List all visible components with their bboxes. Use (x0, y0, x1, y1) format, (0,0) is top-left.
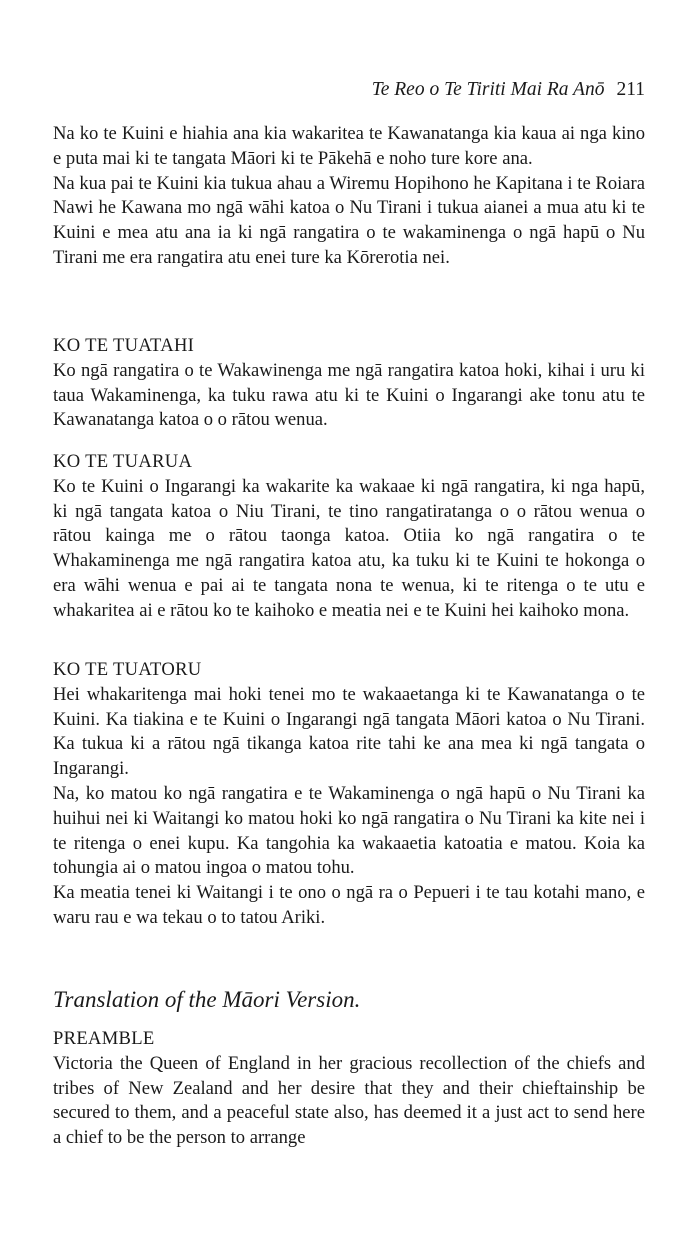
article-2-section (53, 450, 645, 624)
intro-paragraph-2: Na kua pai te Kuini kia tukua ahau a Wiremu Hopihono he Kapitana i te Roiara Nawi he Kawana mo ngā wāhi katoa o Nu Tirani i tukua aianei a mua atu ki te Kuini e mea atu ana ia ki ngā rangatira o te wakaminenga o ngā hapū o Nu Tirani me era rangatira atu enei ture ka Kōrerotia nei. (53, 172, 645, 268)
article-3-paragraph-3: Ka meatia tenei ki Waitangi i te ono o ngā ra o Pepueri i te tau kotahi mano, e waru rau e wa tekau o to tatou Ariki. (53, 882, 645, 928)
article-1-heading: KO TE TUATAHI (53, 335, 195, 356)
article-1-text: Ko ngā rangatira o te Wakawinenga me ngā rangatira katoa hoki, kihai i uru ki taua Wakaminenga, ka tuku rawa atu ki te Kuini o Ingarangi ake tonu atu te Kawanatanga katoa o o rātou wenua. (53, 359, 645, 431)
intro-paragraph-1: Na ko te Kuini e hiahia ana kia wakaritea te Kawanatanga kia kaua ai nga kino e puta mai ki te tangata Māori ki te Pākehā e noho ture kore ana. (53, 123, 645, 169)
preamble-heading: PREAMBLE (53, 1028, 155, 1049)
preamble-section (53, 1027, 645, 1151)
intro-section (53, 122, 645, 271)
article-3-section (53, 658, 645, 931)
running-head-title: Te Reo o Te Tiriti Mai Ra Anō (371, 79, 605, 100)
preamble-text: Victoria the Queen of England in her gracious recollection of the chiefs and tribes of New Zealand and her desire that they and their chieftainship be secured to them, and a peaceful state also, has deemed it a just act to send here a chief to be the person to arrange (53, 1052, 645, 1149)
translation-title: Translation of the Māori Version. (53, 987, 361, 1012)
article-3-paragraph-1: Hei whakaritenga mai hoki tenei mo te wakaaetanga ki te Kawanatanga o te Kuini. Ka tiakina e te Kuini o Ingarangi ngā tangata Māori katoa o Nu Tirani. Ka tukua ki a rātou ngā tikanga katoa rite tahi ke ana mea ki ngā tangata o Ingarangi. (53, 683, 645, 780)
translation-section (53, 986, 645, 1014)
article-3-paragraph-2: Na, ko matou ko ngā rangatira e te Wakaminenga o ngā hapū o Nu Tirani ka huihui nei ki Waitangi ko matou hoki ko ngā rangatira o Nu Tirani ka kite nei i te ritenga o enei kupu. Ka tangohia ka wakaaetia katoatia e matou. Koia ka tohungia ai o matou ingoa o matou tohu. (53, 782, 645, 879)
article-2-heading: KO TE TUARUA (53, 451, 193, 472)
article-1-section (53, 334, 645, 433)
page-number: 211 (616, 79, 645, 100)
article-3-heading: KO TE TUATORU (53, 659, 202, 680)
article-2-text: Ko te Kuini o Ingarangi ka wakarite ka wakaae ki ngā rangatira, ki nga hapū, ki ngā tangata katoa o Niu Tirani, te tino rangatiratanga o o rātou wenua o rātou kainga me o rātou taonga katoa. Otiia ko ngā rangatira o te Whakaminenga me ngā rangatira katoa atu, ka tuku ki te Kuini te hokonga o era wāhi wenua e pai ai te tangata nona te wenua, ki te ritenga o te utu e whakaritea ai e rātou ko te kaihoko e meatia nei e te Kuini hei kaihoko mona. (53, 475, 645, 621)
running-head (372, 78, 645, 102)
